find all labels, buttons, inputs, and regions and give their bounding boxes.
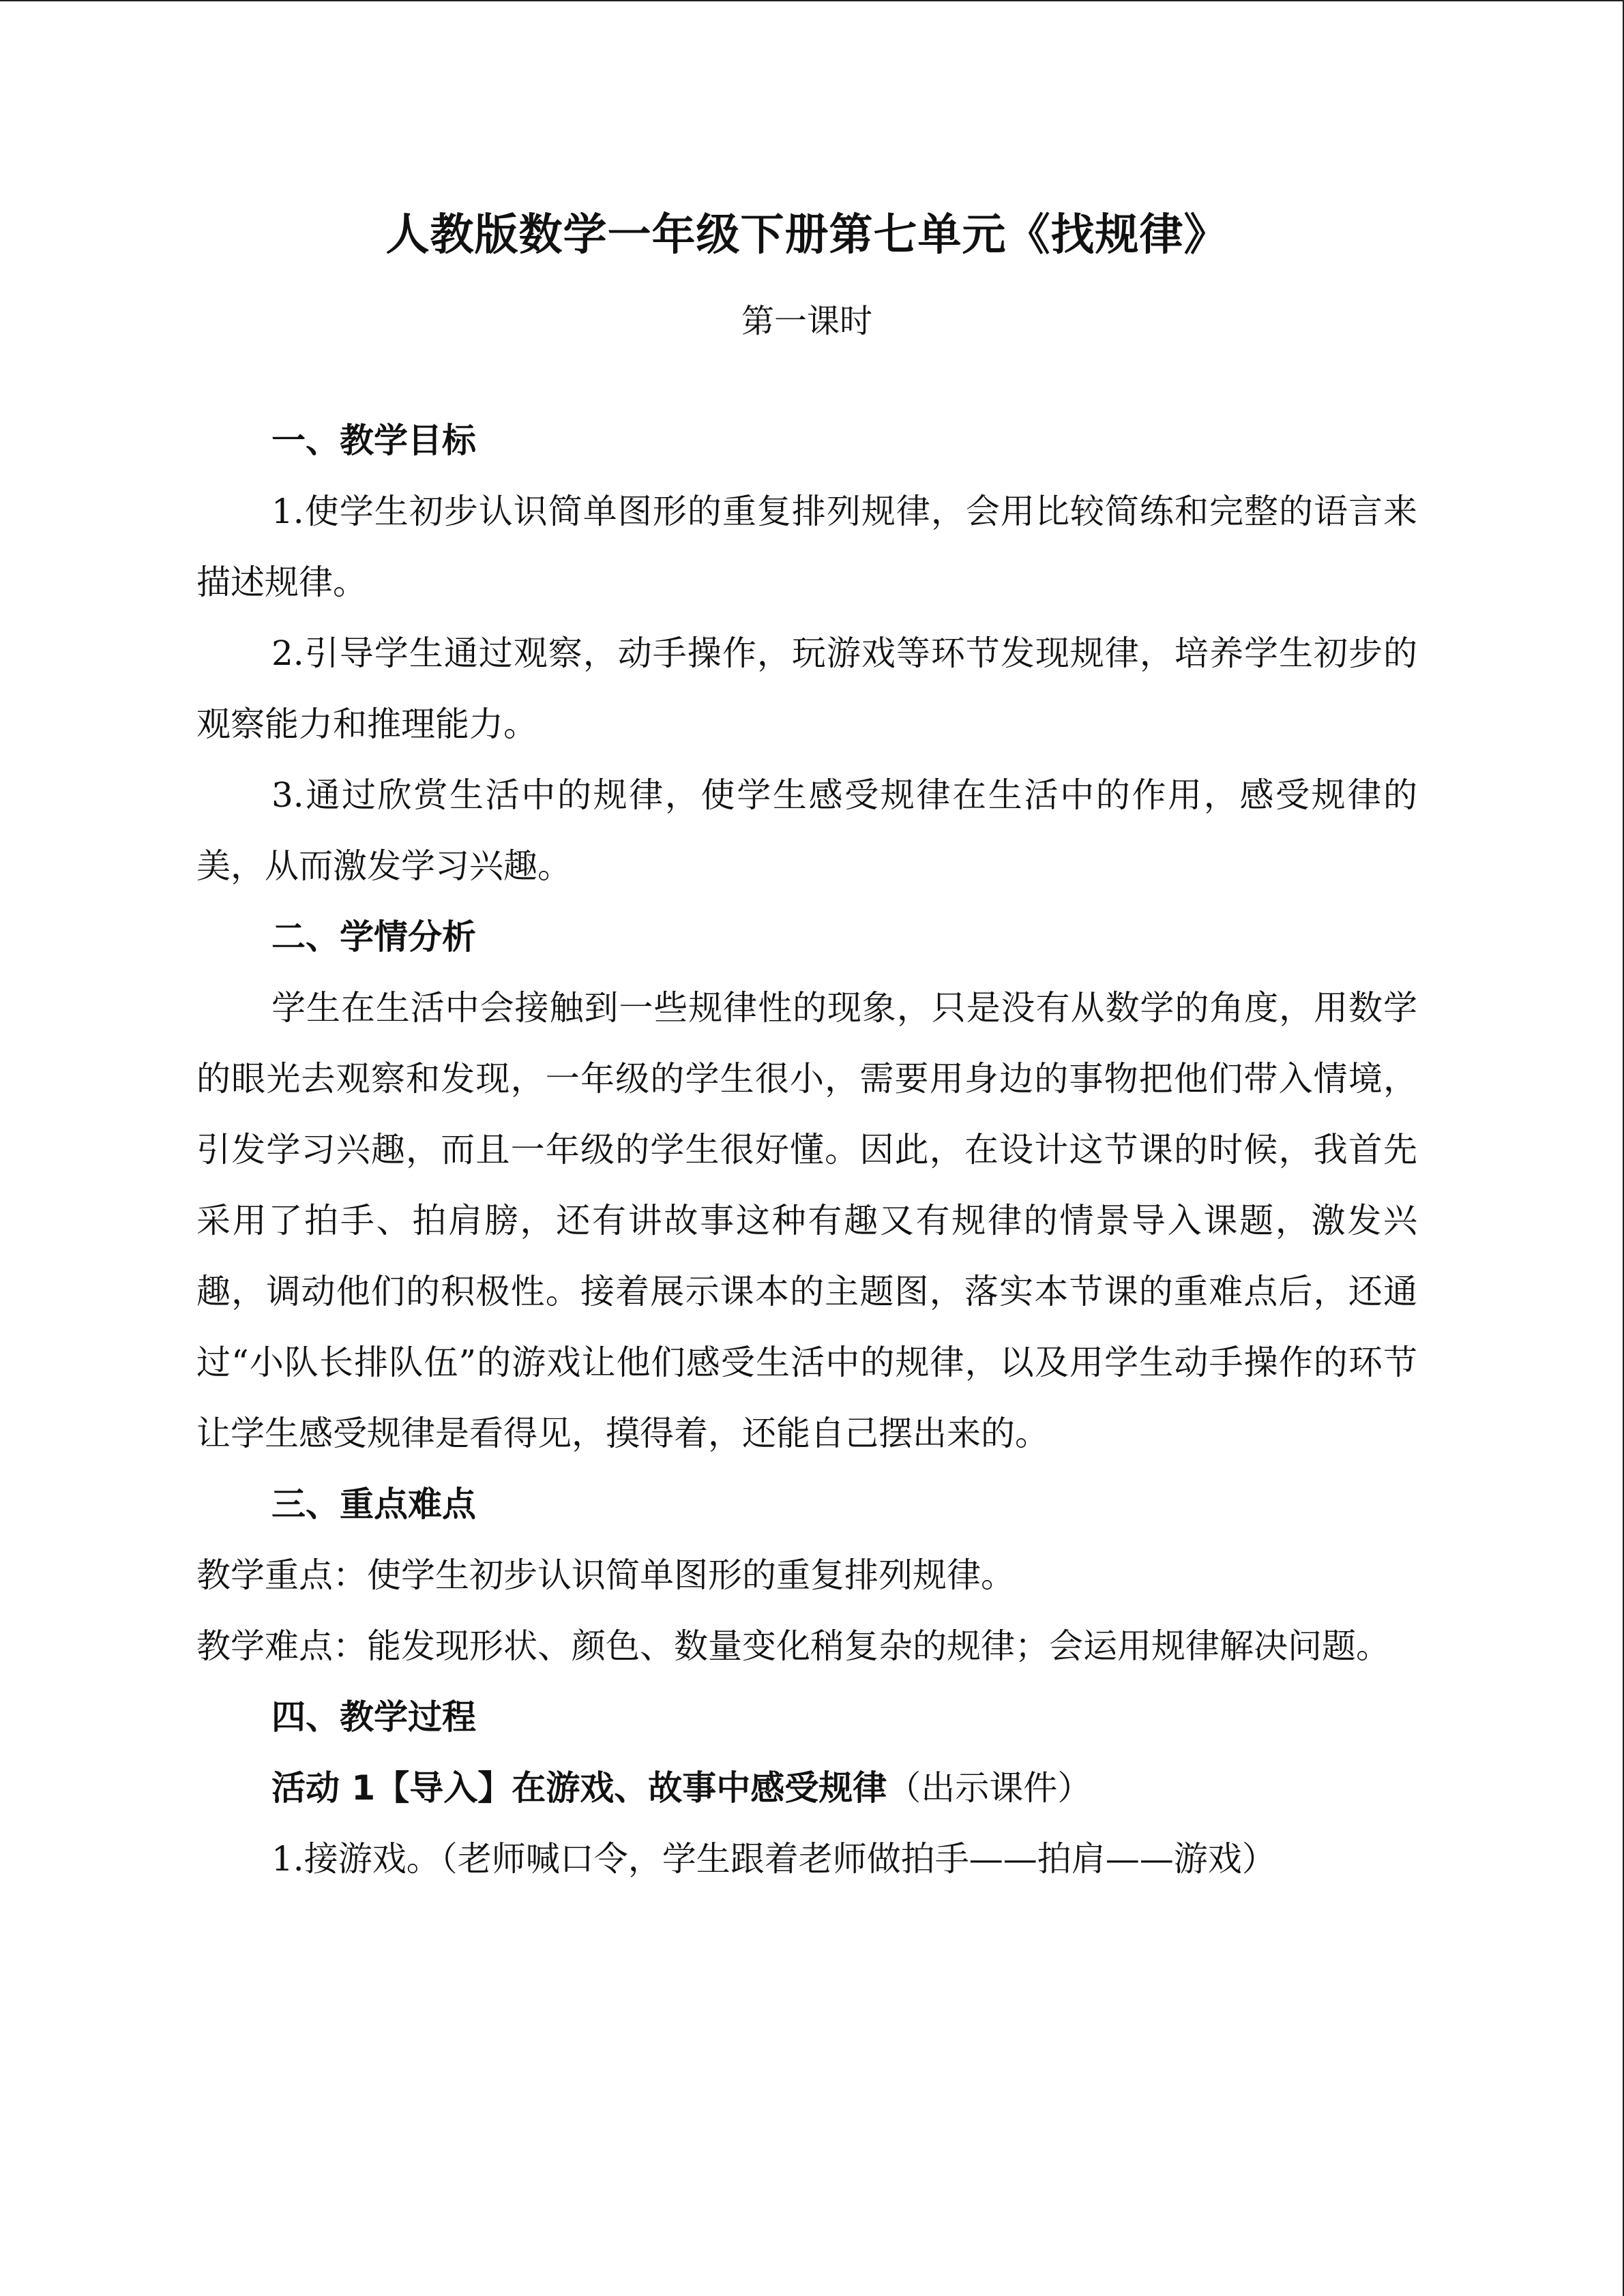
document-page	[196, 205, 1417, 1894]
document-title: 人教版数学一年级下册第七单元《找规律》	[385, 210, 1228, 260]
activity-1-heading	[196, 1753, 1417, 1823]
section-heading-analysis: 二、学情分析	[271, 917, 476, 957]
process-step-1: 1.接游戏。（老师喊口令，学生跟着老师做拍手——拍肩——游戏）	[271, 1839, 1276, 1879]
section-heading-process: 四、教学过程	[271, 1697, 476, 1737]
activity-1-title: 活动 1【导入】在游戏、故事中感受规律	[271, 1768, 887, 1808]
section-heading-goals: 一、教学目标	[271, 421, 476, 460]
analysis-paragraph: 学生在生活中会接触到一些规律性的现象，只是没有从数学的角度，用数学的眼光去观察和发现，一年级的学生很小，需要用身边的事物把他们带入情境，引发学习兴趣，而且一年级的学生很好懂。因此，在设计这节课的时候，我首先采用了拍手、拍肩膀，还有讲故事这种有趣又有规律的情景导入课题，激发兴趣，调动他们的积极性。接着展示课本的主题图，落实本节课的重难点后，还通过“小队长排队伍”的游戏让他们感受生活中的规律，以及用学生动手操作的环节让学生感受规律是看得见，摸得着，还能自己摆出来的。	[196, 988, 1417, 1453]
goal-item-3: 3.通过欣赏生活中的规律，使学生感受规律在生活中的作用，感受规律的美，从而激发学习兴趣。	[196, 775, 1417, 886]
section-heading-keypoints: 三、重点难点	[271, 1485, 476, 1524]
teaching-focus: 教学重点：使学生初步认识简单图形的重复排列规律。	[196, 1555, 1015, 1595]
document-subtitle: 第一课时	[741, 302, 872, 340]
activity-1-note: （出示课件）	[887, 1768, 1092, 1808]
goal-item-1: 1.使学生初步认识简单图形的重复排列规律，会用比较简练和完整的语言来描述规律。	[196, 492, 1417, 602]
teaching-difficulty: 教学难点：能发现形状、颜色、数量变化稍复杂的规律；会运用规律解决问题。	[196, 1626, 1390, 1666]
goal-item-2: 2.引导学生通过观察，动手操作，玩游戏等环节发现规律，培养学生初步的观察能力和推理能力。	[196, 633, 1417, 744]
